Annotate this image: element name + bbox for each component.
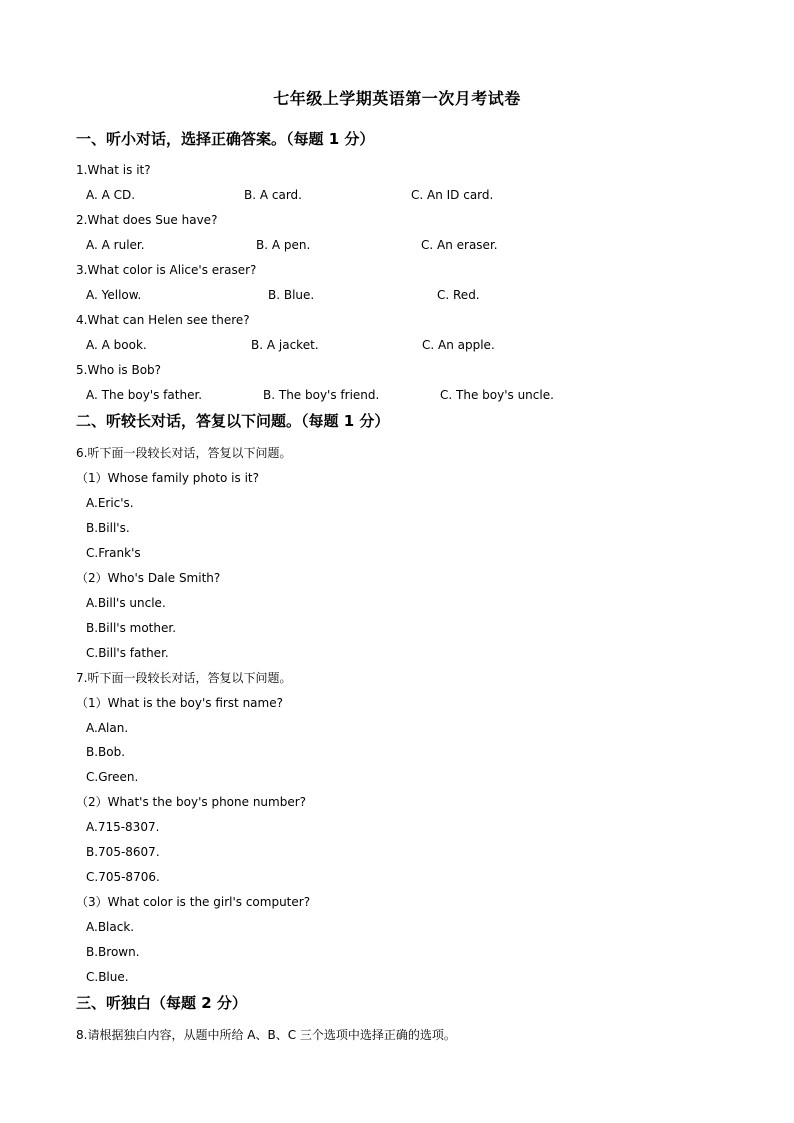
option-6-1a: A.Eric's. [86,496,134,510]
option-5c: C. The boy's uncle. [440,388,554,402]
question-1: 1.What is it? [76,163,151,177]
question-7-1: （1）What is the boy's first name? [76,696,283,710]
section-heading-1: 一、听小对话，选择正确答案。（每题 1 分） [76,130,375,148]
option-7-3a: A.Black. [86,920,135,934]
question-6-2: （2）Who's Dale Smith? [76,571,221,585]
question-7-intro: 7.听下面一段较长对话，答复以下问题。 [76,671,292,685]
option-4a: A. A book. [86,338,147,352]
option-7-2c: C.705-8706. [86,870,160,884]
option-7-2a: A.715-8307. [86,820,160,834]
option-6-2b: B.Bill's mother. [86,621,177,635]
options-row-2 [86,237,646,253]
option-1b: B. A card. [244,188,302,202]
options-row-3 [86,287,646,303]
option-2c: C. An eraser. [421,238,498,252]
option-7-2b: B.705-8607. [86,845,160,859]
options-row-4 [86,337,646,353]
option-1a: A. A CD. [86,188,136,202]
option-2b: B. A pen. [256,238,311,252]
option-3c: C. Red. [437,288,480,302]
question-4: 4.What can Helen see there? [76,313,250,327]
option-7-1c: C.Green. [86,770,139,784]
options-row-5 [86,387,646,403]
question-2: 2.What does Sue have? [76,213,218,227]
option-7-3b: B.Brown. [86,945,140,959]
option-7-1b: B.Bob. [86,745,126,759]
option-4c: C. An apple. [422,338,495,352]
question-3: 3.What color is Alice's eraser? [76,263,257,277]
option-6-1b: B.Bill's. [86,521,130,535]
option-6-2c: C.Bill's father. [86,646,169,660]
option-7-3c: C.Blue. [86,970,129,984]
question-7-3: （3）What color is the girl's computer? [76,895,311,909]
option-5b: B. The boy's friend. [263,388,380,402]
page-title: 七年级上学期英语第一次月考试卷 [273,89,521,108]
question-7-2: （2）What's the boy's phone number? [76,795,307,809]
question-8: 8.请根据独白内容，从题中所给 A、B、C 三个选项中选择正确的选项。 [76,1028,456,1042]
option-3b: B. Blue. [268,288,315,302]
option-7-1a: A.Alan. [86,721,129,735]
option-5a: A. The boy's father. [86,388,203,402]
option-6-2a: A.Bill's uncle. [86,596,166,610]
option-4b: B. A jacket. [251,338,319,352]
section-heading-3: 三、听独白（每题 2 分） [76,994,247,1012]
question-6-intro: 6.听下面一段较长对话，答复以下问题。 [76,446,292,460]
options-row-1 [86,187,646,203]
question-6-1: （1）Whose family photo is it? [76,471,259,485]
section-heading-2: 二、听较长对话，答复以下问题。（每题 1 分） [76,412,390,430]
option-1c: C. An ID card. [411,188,494,202]
option-6-1c: C.Frank's [86,546,141,560]
question-5: 5.Who is Bob? [76,363,162,377]
option-2a: A. A ruler. [86,238,145,252]
option-3a: A. Yellow. [86,288,142,302]
